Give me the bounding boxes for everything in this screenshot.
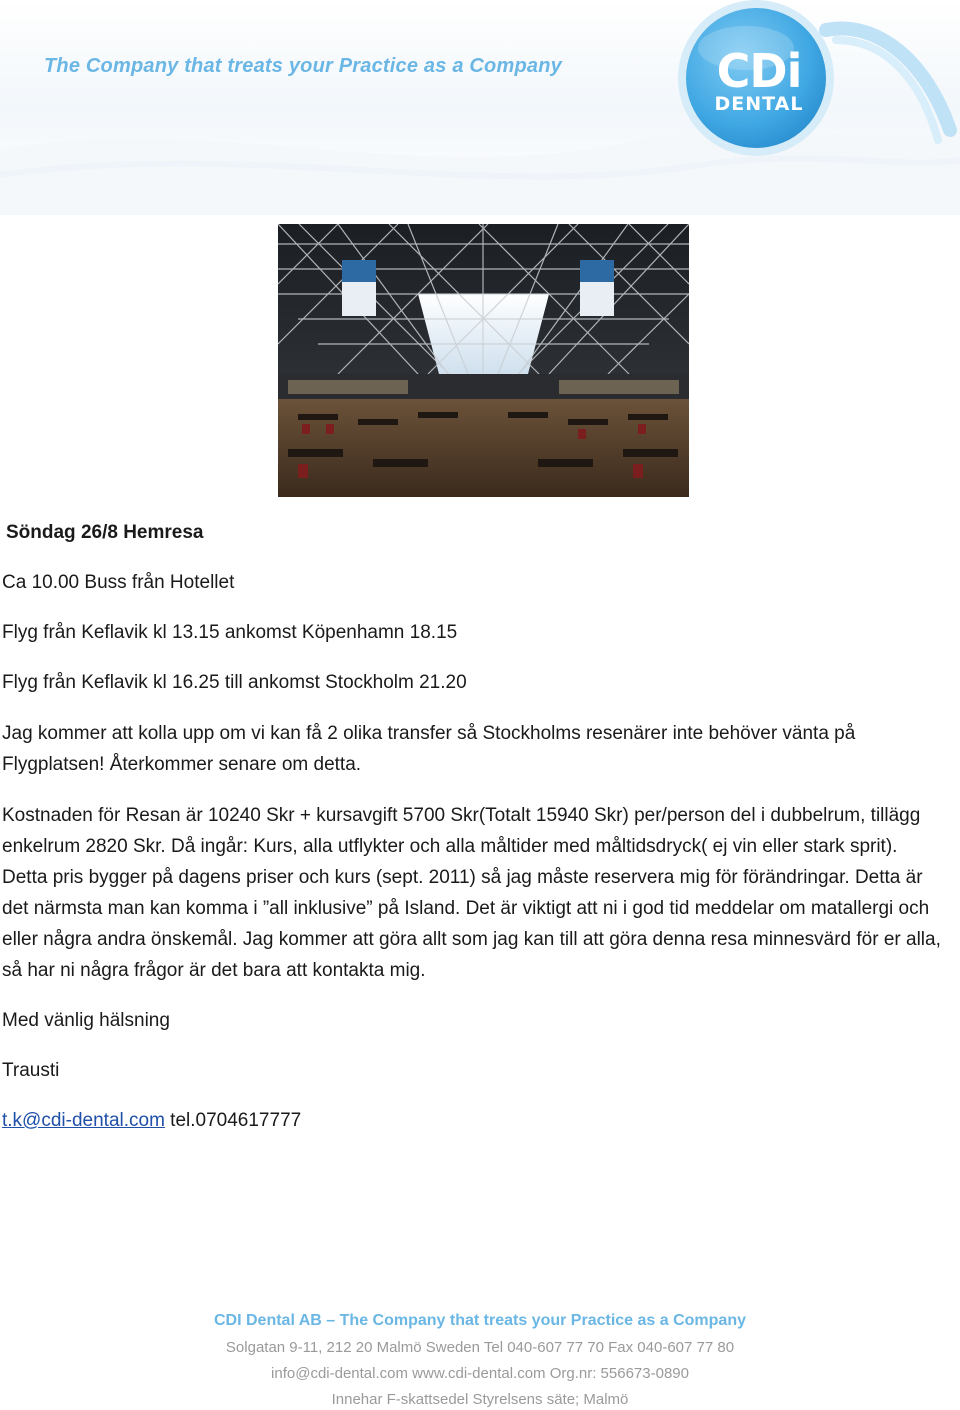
- itinerary-line-flight-stockholm: Flyg från Keflavik kl 16.25 till ankomst Stockholm 21.20: [2, 672, 467, 693]
- cost-paragraph: Kostnaden för Resan är 10240 Skr + kursavgift 5700 Skr(Totalt 15940 Skr) per/person del i dubbelrum, tillägg enkelrum 2820 Skr. Då ingår: Kurs, alla utflykter och alla måltider med måltidsdryck( ej vin eller stark sprit). Detta pris bygger på dagens priser och kurs (sept. 2011) så jag måste reservera mig för förändringar. Detta är det närmsta man kan komma i ”all inklusive” på Island. Det är viktigt att ni i god tid meddelar om matallergi och eller några andra önskemål. Jag kommer att göra allt som jag kan till att göra denna resa minnesvärd för er alla, så har ni några frågor är det bara att kontakta mig.: [2, 805, 941, 981]
- footer-legal: Innehar F-skattsedel Styrelsens säte; Malmö: [331, 1391, 629, 1408]
- itinerary-heading: Söndag 26/8 Hemresa: [6, 522, 204, 543]
- footer-contact: info@cdi-dental.com www.cdi-dental.com Org.nr: 556673-0890: [271, 1365, 689, 1382]
- logo-text-dental: DENTAL: [714, 93, 804, 115]
- email-link[interactable]: t.k@cdi-dental.com: [2, 1110, 165, 1131]
- contact-line: [2, 1110, 301, 1132]
- logo-text-cdi: CDi: [716, 44, 802, 98]
- footer-address: Solgatan 9-11, 212 20 Malmö Sweden Tel 040-607 77 70 Fax 040-607 77 80: [225, 1339, 735, 1356]
- header-tagline: The Company that treats your Practice as a Company: [44, 55, 562, 77]
- itinerary-line-bus: Ca 10.00 Buss från Hotellet: [2, 572, 235, 593]
- itinerary-line-flight-copenhagen: Flyg från Keflavik kl 13.15 ankomst Köpenhamn 18.15: [2, 622, 458, 643]
- phone-number: tel.0704617777: [164, 1110, 302, 1131]
- airport-terminal-photo: [278, 224, 689, 497]
- closing-greeting: Med vänlig hälsning: [2, 1010, 170, 1031]
- footer-company-title: CDI Dental AB – The Company that treats your Practice as a Company: [214, 1312, 746, 1329]
- transfer-paragraph: Jag kommer att kolla upp om vi kan få 2 olika transfer så Stockholms resenärer inte behöver vänta på Flygplatsen! Återkommer senare om detta.: [2, 723, 856, 775]
- signature-name: Trausti: [2, 1060, 60, 1081]
